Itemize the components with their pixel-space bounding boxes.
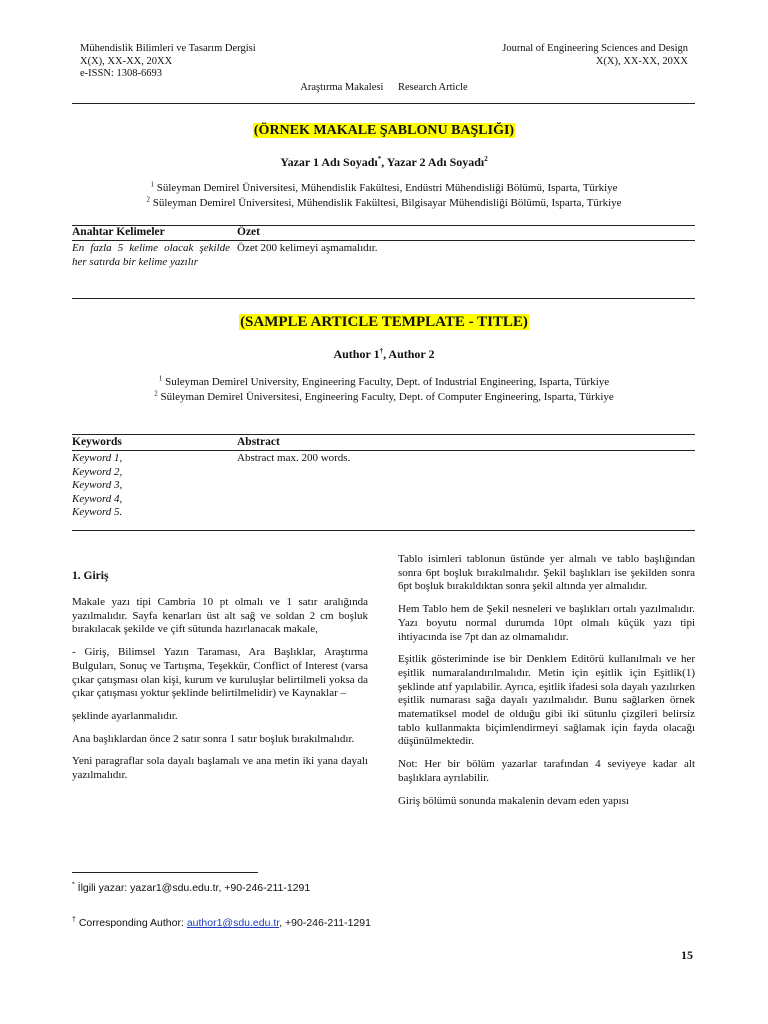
affiliation-tr-1 [0, 181, 768, 196]
body-paragraph: Eşitlik gösteriminde ise bir Denklem Editörü kullanılmalı ve her eşitlik numaralandırılmalıdır. Metin için eşitlik için Eşitlik(1) şeklinde atıf yapılabilir. Ayrıca, eşitlik ifadesi sola dayalı yazılırken eşitlik numarası sağa dayalı yazılmalıdır. Bunu sağlarken örnek matematiksel model de olduğu gibi iki sütunlu çizgileri belirsiz tablo kullanmakta biçimlendirmeyi sağlamak için fayda olacağı düşünülmektedir. [398, 653, 695, 748]
kw-bottom-rule-en [72, 530, 695, 531]
affiliations-en [0, 375, 768, 405]
keyword-en-5: Keyword 5. [72, 506, 123, 519]
body-paragraph: Ana başlıklardan önce 2 satır sonra 1 satır boşluk bırakılmalıdır. [72, 732, 355, 745]
affiliation-tr-1-text: Süleyman Demirel Üniversitesi, Mühendislik Fakültesi, Endüstri Mühendisliği Bölümü, Isparta, Türkiye [153, 182, 618, 194]
author-separator-en: , [383, 347, 389, 361]
article-type [0, 82, 768, 93]
footnote-1 [72, 882, 310, 894]
body-left-column [72, 596, 368, 792]
section-heading-intro: 1. Giriş [72, 570, 109, 582]
journal-name-tr: Mühendislik Bilimleri ve Tasarım Dergisi [80, 43, 256, 54]
author1-tr: Yazar 1 Adı Soyadı [280, 155, 378, 169]
keyword-en-3: Keyword 3, [72, 479, 123, 492]
keyword-en-2: Keyword 2, [72, 465, 123, 478]
body-paragraph: şeklinde ayarlanmalıdır. [72, 709, 178, 722]
footnote-2 [72, 917, 371, 929]
page-number: 15 [681, 948, 693, 962]
title-en-text: (SAMPLE ARTICLE TEMPLATE - TITLE) [240, 314, 528, 330]
authors-en [0, 347, 768, 362]
abstract-text-tr: Özet 200 kelimeyi aşmamalıdır. [237, 242, 378, 254]
journal-header-tr [80, 43, 256, 81]
affiliation-en-2-num: 2 [154, 389, 158, 398]
journal-name-en: Journal of Engineering Sciences and Design [502, 43, 688, 54]
author1-en: Author 1 [333, 347, 380, 361]
title-tr-text: (ÖRNEK MAKALE ŞABLONU BAŞLIĞI) [253, 123, 515, 138]
issn: e-ISSN: 1308-6693 [80, 68, 162, 79]
body-paragraph: Yeni paragraflar sola dayalı başlamalı ve ana metin iki yana dayalı yazılmalıdır. [72, 755, 368, 782]
affiliation-en-1-num: 1 [158, 374, 163, 383]
keywords-heading-en: Keywords [72, 436, 122, 448]
affiliation-en-1 [0, 375, 768, 390]
footnote-1-text: İlgili yazar: yazar1@sdu.edu.tr, +90-246-211-1291 [74, 882, 311, 894]
keywords-heading-tr: Anahtar Kelimeler [72, 226, 165, 238]
affiliation-en-2 [0, 390, 768, 405]
author-separator-tr: , [381, 155, 387, 169]
author1-tr-mark: * [377, 155, 382, 163]
author2-tr: Yazar 2 Adı Soyadı [386, 155, 485, 169]
article-type-tr: Araştırma Makalesi [300, 82, 384, 93]
affiliation-en-2-text: Süleyman Demirel Üniversitesi, Engineering Faculty, Dept. of Computer Engineering, Isparta, Türkiye [157, 391, 614, 403]
author-email-link[interactable]: author1@sdu.edu.tr [186, 917, 280, 929]
body-paragraph: Giriş bölümü sonunda makalenin devam eden yapısı [398, 794, 629, 807]
body-paragraph: - Giriş, Bilimsel Yazın Taraması, Ara Başlıklar, Araştırma Bulguları, Sonuç ve Tartışma, Teşekkür, Conflict of Interest (varsa çıkar çatışması olan kişi, kurum ve kuruluşlar belirtilmeli yoksa da çıkar çatışması yoktur şeklinde belirtilmelidir) ve Kaynaklar – [72, 646, 368, 700]
keyword-en-4: Keyword 4, [72, 492, 123, 505]
article-type-en: Research Article [398, 82, 468, 93]
affiliations-tr [0, 181, 768, 211]
journal-header-en [502, 43, 688, 68]
footnote-2-mark: † [72, 916, 76, 924]
kw-top-rule-en [72, 434, 695, 435]
title-en [0, 313, 768, 331]
footnote-2-prefix: Corresponding Author: [75, 917, 187, 929]
author2-en: Author 2 [388, 347, 435, 361]
affiliation-tr-2-num: 2 [146, 195, 150, 204]
kw-top-rule-tr [72, 225, 695, 226]
abstract-text-en: Abstract max. 200 words. [237, 452, 351, 464]
footnote-2-suffix: , +90-246-211-1291 [279, 917, 371, 929]
abstract-heading-tr: Özet [237, 226, 260, 238]
affiliation-tr-2-text: Süleyman Demirel Üniversitesi, Mühendislik Fakültesi, Bilgisayar Mühendisliği Bölümü, Isparta, Türkiye [149, 197, 622, 209]
volume-issue-tr: X(X), XX-XX, 20XX [80, 55, 173, 67]
author1-en-mark: † [379, 347, 384, 355]
affiliation-tr-2 [0, 196, 768, 211]
body-paragraph: Tablo isimleri tablonun üstünde yer almalı ve tablo başlığından sonra 6pt boşluk bırakılmalıdır. Şekil başlıkları ise şekilden sonra 6pt boşluk bırakıldıktan sonra şekil altında yer almalıdır. [398, 553, 695, 593]
footnote-divider [72, 872, 258, 873]
abstract-heading-en: Abstract [237, 436, 280, 448]
affiliation-en-1-text: Suleyman Demirel University, Engineering Faculty, Dept. of Industrial Engineering, Isparta, Türkiye [162, 376, 610, 388]
author2-tr-mark: 2 [484, 155, 488, 163]
keywords-text-tr: En fazla 5 kelime olacak şekilde her satırda bir kelime yazılır [72, 242, 230, 268]
body-right-column [398, 553, 695, 817]
keywords-list-en [72, 452, 122, 520]
header-divider [72, 103, 695, 104]
title-tr [0, 121, 768, 139]
kw-mid-rule-tr [72, 240, 695, 241]
body-paragraph: Not: Her bir bölüm yazarlar tarafından 4 seviyeye kadar alt başlıklara ayrılabilir. [398, 758, 695, 784]
footnote-1-mark: * [72, 881, 75, 889]
kw-bottom-rule-tr [72, 298, 695, 299]
body-paragraph: Makale yazı tipi Cambria 10 pt olmalı ve 1 satır aralığında yazılmalıdır. Sayfa kenarları üst alt sağ ve soldan 2 cm boşluk bırakılacak şekilde ve çift sütunda hazırlanacak makale, [72, 596, 368, 636]
kw-mid-rule-en [72, 450, 695, 451]
authors-tr [0, 155, 768, 170]
volume-issue-en: X(X), XX-XX, 20XX [595, 55, 688, 67]
body-paragraph: Hem Tablo hem de Şekil nesneleri ve başlıkları ortalı yazılmalıdır. Yazı boyutu normal durumda 10pt olmalı küçük yazı tipi ihtiyacında ise 7pt dan az olmamalıdır. [398, 603, 695, 643]
affiliation-tr-1-num: 1 [150, 180, 154, 189]
keyword-en-1: Keyword 1, [72, 452, 123, 464]
